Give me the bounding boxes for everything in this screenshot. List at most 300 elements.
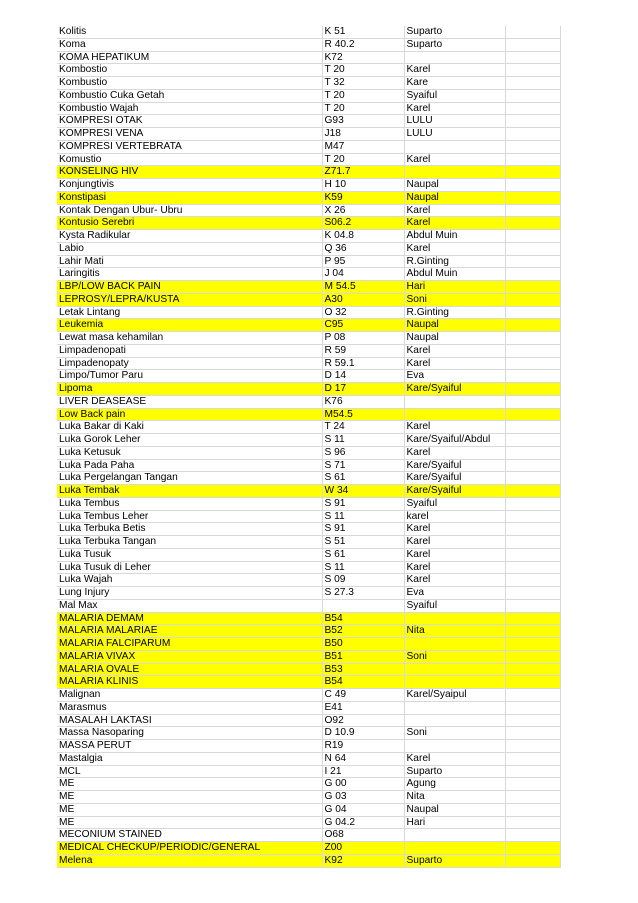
empty-cell[interactable] xyxy=(505,408,560,421)
doctor-cell[interactable]: Karel xyxy=(404,523,505,536)
doctor-cell[interactable]: Karel xyxy=(404,561,505,574)
empty-cell[interactable] xyxy=(505,102,560,115)
icd-code-cell[interactable]: R19 xyxy=(322,740,404,753)
diagnosis-name-cell[interactable]: Luka Pada Paha xyxy=(57,459,322,472)
icd-code-cell[interactable]: G 04 xyxy=(322,803,404,816)
icd-code-cell[interactable]: R 59 xyxy=(322,344,404,357)
table-row xyxy=(57,536,560,549)
icd-code-cell[interactable]: X 26 xyxy=(322,204,404,217)
diagnosis-name-cell[interactable]: MECONIUM STAINED xyxy=(57,829,322,842)
table-row xyxy=(57,89,560,102)
empty-cell[interactable] xyxy=(505,281,560,294)
icd-code-cell[interactable]: T 20 xyxy=(322,102,404,115)
diagnosis-name-cell[interactable]: MALARIA KLINIS xyxy=(57,676,322,689)
doctor-cell[interactable] xyxy=(404,638,505,651)
doctor-cell[interactable]: Abdul Muin xyxy=(404,268,505,281)
table-row xyxy=(57,357,560,370)
table-row xyxy=(57,701,560,714)
diagnosis-name-cell[interactable]: Mastalgia xyxy=(57,752,322,765)
doctor-cell[interactable]: Syaiful xyxy=(404,599,505,612)
icd-code-cell[interactable]: A30 xyxy=(322,293,404,306)
empty-cell[interactable] xyxy=(505,128,560,141)
empty-cell[interactable] xyxy=(505,255,560,268)
diagnosis-name-cell[interactable]: MEDICAL CHECKUP/PERIODIC/GENERAL xyxy=(57,842,322,855)
icd-code-cell[interactable]: P 08 xyxy=(322,332,404,345)
table-row xyxy=(57,51,560,64)
table-row xyxy=(57,829,560,842)
diagnosis-name-cell[interactable]: Luka Terbuka Betis xyxy=(57,523,322,536)
table-row xyxy=(57,459,560,472)
diagnosis-name-cell[interactable]: Luka Tembus Leher xyxy=(57,510,322,523)
icd-code-cell[interactable]: T 20 xyxy=(322,64,404,77)
empty-cell[interactable] xyxy=(505,77,560,90)
doctor-cell[interactable] xyxy=(404,166,505,179)
table-row xyxy=(57,281,560,294)
table-row xyxy=(57,306,560,319)
diagnosis-name-cell[interactable]: Konjungtivis xyxy=(57,179,322,192)
diagnosis-name-cell[interactable]: Luka Gorok Leher xyxy=(57,434,322,447)
icd-code-cell[interactable]: R 40.2 xyxy=(322,38,404,51)
empty-cell[interactable] xyxy=(505,829,560,842)
diagnosis-name-cell[interactable]: Koma xyxy=(57,38,322,51)
icd-code-cell[interactable]: K76 xyxy=(322,395,404,408)
table-row xyxy=(57,472,560,485)
icd-code-cell[interactable]: W 34 xyxy=(322,485,404,498)
diagnosis-name-cell[interactable]: Luka Ketusuk xyxy=(57,446,322,459)
empty-cell[interactable] xyxy=(505,26,560,38)
doctor-cell[interactable] xyxy=(404,842,505,855)
icd-code-cell[interactable]: K72 xyxy=(322,51,404,64)
diagnosis-name-cell[interactable]: Kolitis xyxy=(57,26,322,38)
empty-cell[interactable] xyxy=(505,357,560,370)
doctor-cell[interactable]: Abdul Muin xyxy=(404,230,505,243)
table-row xyxy=(57,64,560,77)
doctor-cell[interactable] xyxy=(404,740,505,753)
doctor-cell[interactable]: karel xyxy=(404,510,505,523)
empty-cell[interactable] xyxy=(505,51,560,64)
empty-cell[interactable] xyxy=(505,204,560,217)
empty-cell[interactable] xyxy=(505,689,560,702)
icd-code-cell[interactable]: B50 xyxy=(322,638,404,651)
icd-code-cell[interactable]: T 20 xyxy=(322,153,404,166)
doctor-cell[interactable]: LULU xyxy=(404,115,505,128)
empty-cell[interactable] xyxy=(505,638,560,651)
doctor-cell[interactable] xyxy=(404,676,505,689)
doctor-cell[interactable]: Naupal xyxy=(404,803,505,816)
table-row xyxy=(57,727,560,740)
icd-code-cell[interactable]: R 59.1 xyxy=(322,357,404,370)
icd-code-cell[interactable]: T 32 xyxy=(322,77,404,90)
table-row xyxy=(57,638,560,651)
diagnosis-name-cell[interactable]: Luka Bakar di Kaki xyxy=(57,421,322,434)
icd-code-cell[interactable]: I 21 xyxy=(322,765,404,778)
doctor-cell[interactable]: Kare/Syaiful/Abdul xyxy=(404,434,505,447)
doctor-cell[interactable] xyxy=(404,612,505,625)
empty-cell[interactable] xyxy=(505,485,560,498)
icd-code-cell[interactable]: M 54.5 xyxy=(322,281,404,294)
doctor-cell[interactable]: Karel xyxy=(404,752,505,765)
icd-code-cell[interactable]: B51 xyxy=(322,650,404,663)
empty-cell[interactable] xyxy=(505,663,560,676)
icd-code-cell[interactable]: Q 36 xyxy=(322,242,404,255)
table-row xyxy=(57,791,560,804)
icd-code-cell[interactable]: B54 xyxy=(322,612,404,625)
doctor-cell[interactable]: Karel xyxy=(404,357,505,370)
empty-cell[interactable] xyxy=(505,383,560,396)
icd-code-cell[interactable]: S 71 xyxy=(322,459,404,472)
doctor-cell[interactable]: Karel xyxy=(404,102,505,115)
doctor-cell[interactable]: Hari xyxy=(404,816,505,829)
diagnosis-name-cell[interactable]: Massa Nasoparing xyxy=(57,727,322,740)
doctor-cell[interactable]: Suparto xyxy=(404,26,505,38)
icd-code-cell[interactable]: S06.2 xyxy=(322,217,404,230)
diagnosis-name-cell[interactable]: MALARIA DEMAM xyxy=(57,612,322,625)
diagnosis-name-cell[interactable]: MASSA PERUT xyxy=(57,740,322,753)
table-row xyxy=(57,854,560,867)
empty-cell[interactable] xyxy=(505,191,560,204)
icd-code-cell[interactable]: D 17 xyxy=(322,383,404,396)
diagnosis-name-cell[interactable]: Konstipasi xyxy=(57,191,322,204)
diagnosis-name-cell[interactable]: Luka Tusuk xyxy=(57,548,322,561)
icd-code-cell[interactable]: J18 xyxy=(322,128,404,141)
doctor-cell[interactable]: Soni xyxy=(404,293,505,306)
diagnosis-name-cell[interactable]: Labio xyxy=(57,242,322,255)
icd-code-cell[interactable]: S 51 xyxy=(322,536,404,549)
diagnosis-name-cell[interactable]: LIVER DEASEASE xyxy=(57,395,322,408)
doctor-cell[interactable] xyxy=(404,701,505,714)
empty-cell[interactable] xyxy=(505,166,560,179)
diagnosis-name-cell[interactable]: Kontusio Serebri xyxy=(57,217,322,230)
icd-code-cell[interactable]: M54.5 xyxy=(322,408,404,421)
icd-code-cell[interactable]: G 03 xyxy=(322,791,404,804)
diagnosis-name-cell[interactable]: Kombustio xyxy=(57,77,322,90)
empty-cell[interactable] xyxy=(505,791,560,804)
diagnosis-name-cell[interactable]: ME xyxy=(57,778,322,791)
empty-cell[interactable] xyxy=(505,472,560,485)
diagnosis-name-cell[interactable]: Low Back pain xyxy=(57,408,322,421)
icd-code-cell[interactable]: D 14 xyxy=(322,370,404,383)
empty-cell[interactable] xyxy=(505,319,560,332)
diagnosis-name-cell[interactable]: Limpadenopaty xyxy=(57,357,322,370)
diagnosis-name-cell[interactable]: MALARIA VIVAX xyxy=(57,650,322,663)
empty-cell[interactable] xyxy=(505,523,560,536)
doctor-cell[interactable]: Karel xyxy=(404,421,505,434)
icd-code-cell[interactable]: T 20 xyxy=(322,89,404,102)
doctor-cell[interactable] xyxy=(404,663,505,676)
icd-code-cell[interactable]: B53 xyxy=(322,663,404,676)
empty-cell[interactable] xyxy=(505,765,560,778)
diagnosis-name-cell[interactable]: KOMPRESI OTAK xyxy=(57,115,322,128)
doctor-cell[interactable] xyxy=(404,51,505,64)
diagnosis-name-cell[interactable]: MALARIA OVALE xyxy=(57,663,322,676)
empty-cell[interactable] xyxy=(505,854,560,867)
empty-cell[interactable] xyxy=(505,740,560,753)
empty-cell[interactable] xyxy=(505,153,560,166)
doctor-cell[interactable]: Kare xyxy=(404,77,505,90)
doctor-cell[interactable] xyxy=(404,395,505,408)
doctor-cell[interactable]: Karel xyxy=(404,548,505,561)
icd-code-cell[interactable]: G 00 xyxy=(322,778,404,791)
icd-code-cell[interactable]: J 04 xyxy=(322,268,404,281)
diagnosis-name-cell[interactable]: MASALAH LAKTASI xyxy=(57,714,322,727)
table-row xyxy=(57,268,560,281)
icd-code-cell[interactable]: K92 xyxy=(322,854,404,867)
empty-cell[interactable] xyxy=(505,230,560,243)
doctor-cell[interactable]: Karel xyxy=(404,574,505,587)
table-row xyxy=(57,38,560,51)
doctor-cell[interactable]: Agung xyxy=(404,778,505,791)
doctor-cell[interactable]: Karel xyxy=(404,344,505,357)
table-row xyxy=(57,26,560,38)
diagnosis-name-cell[interactable]: Marasmus xyxy=(57,701,322,714)
diagnosis-name-cell[interactable]: ME xyxy=(57,816,322,829)
doctor-cell[interactable]: Naupal xyxy=(404,191,505,204)
empty-cell[interactable] xyxy=(505,421,560,434)
diagnosis-name-cell[interactable]: Kombustio Cuka Getah xyxy=(57,89,322,102)
diagnosis-name-cell[interactable]: KOMPRESI VERTEBRATA xyxy=(57,140,322,153)
icd-code-cell[interactable]: O92 xyxy=(322,714,404,727)
empty-cell[interactable] xyxy=(505,434,560,447)
doctor-cell[interactable]: Nita xyxy=(404,625,505,638)
empty-cell[interactable] xyxy=(505,561,560,574)
icd-code-cell[interactable]: M47 xyxy=(322,140,404,153)
icd-code-cell[interactable]: G 04.2 xyxy=(322,816,404,829)
icd-code-cell[interactable]: C95 xyxy=(322,319,404,332)
doctor-cell[interactable]: Naupal xyxy=(404,332,505,345)
diagnosis-name-cell[interactable]: Lung Injury xyxy=(57,587,322,600)
diagnosis-name-cell[interactable]: Luka Tembus xyxy=(57,497,322,510)
table-row xyxy=(57,255,560,268)
empty-cell[interactable] xyxy=(505,752,560,765)
empty-cell[interactable] xyxy=(505,395,560,408)
empty-cell[interactable] xyxy=(505,803,560,816)
empty-cell[interactable] xyxy=(505,714,560,727)
empty-cell[interactable] xyxy=(505,306,560,319)
doctor-cell[interactable]: Soni xyxy=(404,650,505,663)
diagnosis-name-cell[interactable]: Lahir Mati xyxy=(57,255,322,268)
diagnosis-name-cell[interactable]: LBP/LOW BACK PAIN xyxy=(57,281,322,294)
icd-code-cell[interactable]: H 10 xyxy=(322,179,404,192)
empty-cell[interactable] xyxy=(505,510,560,523)
icd-code-cell[interactable]: N 64 xyxy=(322,752,404,765)
diagnosis-name-cell[interactable]: Limpo/Tumor Paru xyxy=(57,370,322,383)
empty-cell[interactable] xyxy=(505,242,560,255)
diagnosis-name-cell[interactable]: Kysta Radikular xyxy=(57,230,322,243)
diagnosis-name-cell[interactable]: MCL xyxy=(57,765,322,778)
diagnosis-name-cell[interactable]: MALARIA MALARIAE xyxy=(57,625,322,638)
icd-code-cell[interactable]: E41 xyxy=(322,701,404,714)
doctor-cell[interactable]: Karel xyxy=(404,242,505,255)
diagnosis-name-cell[interactable]: Luka Pergelangan Tangan xyxy=(57,472,322,485)
diagnosis-name-cell[interactable]: ME xyxy=(57,803,322,816)
doctor-cell[interactable]: Karel/Syaipul xyxy=(404,689,505,702)
diagnosis-name-cell[interactable]: ME xyxy=(57,791,322,804)
doctor-cell[interactable]: R.Ginting xyxy=(404,255,505,268)
doctor-cell[interactable]: Karel xyxy=(404,536,505,549)
doctor-cell[interactable]: Soni xyxy=(404,727,505,740)
icd-code-cell[interactable]: S 09 xyxy=(322,574,404,587)
empty-cell[interactable] xyxy=(505,115,560,128)
doctor-cell[interactable]: Karel xyxy=(404,153,505,166)
diagnosis-name-cell[interactable]: Limpadenopati xyxy=(57,344,322,357)
table-row xyxy=(57,191,560,204)
diagnosis-name-cell[interactable]: Kombostio xyxy=(57,64,322,77)
icd-code-cell[interactable]: K 51 xyxy=(322,26,404,38)
doctor-cell[interactable] xyxy=(404,714,505,727)
table-row xyxy=(57,421,560,434)
icd-code-cell[interactable]: K 04.8 xyxy=(322,230,404,243)
doctor-cell[interactable]: Syaiful xyxy=(404,89,505,102)
doctor-cell[interactable]: Kare/Syaiful xyxy=(404,459,505,472)
diagnosis-name-cell[interactable]: Melena xyxy=(57,854,322,867)
empty-cell[interactable] xyxy=(505,842,560,855)
empty-cell[interactable] xyxy=(505,587,560,600)
diagnosis-name-cell[interactable]: KOMPRESI VENA xyxy=(57,128,322,141)
table-row xyxy=(57,370,560,383)
table-row xyxy=(57,153,560,166)
empty-cell[interactable] xyxy=(505,179,560,192)
doctor-cell[interactable] xyxy=(404,829,505,842)
icd-code-cell[interactable]: B54 xyxy=(322,676,404,689)
diagnosis-name-cell[interactable]: KOMA HEPATIKUM xyxy=(57,51,322,64)
doctor-cell[interactable]: Nita xyxy=(404,791,505,804)
icd-code-cell[interactable]: Z71.7 xyxy=(322,166,404,179)
diagnosis-name-cell[interactable]: Kombustio Wajah xyxy=(57,102,322,115)
empty-cell[interactable] xyxy=(505,497,560,510)
empty-cell[interactable] xyxy=(505,332,560,345)
doctor-cell[interactable]: Karel xyxy=(404,217,505,230)
empty-cell[interactable] xyxy=(505,574,560,587)
empty-cell[interactable] xyxy=(505,727,560,740)
icd-code-cell[interactable]: S 91 xyxy=(322,497,404,510)
icd-code-cell[interactable]: T 24 xyxy=(322,421,404,434)
diagnosis-name-cell[interactable]: Luka Tusuk di Leher xyxy=(57,561,322,574)
empty-cell[interactable] xyxy=(505,816,560,829)
icd-code-cell[interactable]: S 11 xyxy=(322,510,404,523)
table-row xyxy=(57,510,560,523)
empty-cell[interactable] xyxy=(505,268,560,281)
icd-code-cell[interactable] xyxy=(322,599,404,612)
doctor-cell[interactable]: R.Ginting xyxy=(404,306,505,319)
doctor-cell[interactable] xyxy=(404,140,505,153)
doctor-cell[interactable]: Karel xyxy=(404,446,505,459)
empty-cell[interactable] xyxy=(505,701,560,714)
empty-cell[interactable] xyxy=(505,459,560,472)
doctor-cell[interactable]: Karel xyxy=(404,204,505,217)
doctor-cell[interactable] xyxy=(404,408,505,421)
doctor-cell[interactable]: Syaiful xyxy=(404,497,505,510)
icd-code-cell[interactable]: Z00 xyxy=(322,842,404,855)
empty-cell[interactable] xyxy=(505,778,560,791)
empty-cell[interactable] xyxy=(505,548,560,561)
doctor-cell[interactable]: Hari xyxy=(404,281,505,294)
table-row xyxy=(57,383,560,396)
empty-cell[interactable] xyxy=(505,612,560,625)
table-row xyxy=(57,128,560,141)
diagnosis-name-cell[interactable]: Malignan xyxy=(57,689,322,702)
diagnosis-name-cell[interactable]: LEPROSY/LEPRA/KUSTA xyxy=(57,293,322,306)
doctor-cell[interactable]: Suparto xyxy=(404,765,505,778)
diagnosis-name-cell[interactable]: Kontak Dengan Ubur- Ubru xyxy=(57,204,322,217)
icd-code-cell[interactable]: D 10.9 xyxy=(322,727,404,740)
doctor-cell[interactable]: Naupal xyxy=(404,179,505,192)
icd-code-cell[interactable]: S 96 xyxy=(322,446,404,459)
doctor-cell[interactable]: Kare/Syaiful xyxy=(404,383,505,396)
icd-code-cell[interactable]: G93 xyxy=(322,115,404,128)
table-row xyxy=(57,293,560,306)
diagnosis-name-cell[interactable]: MALARIA FALCIPARUM xyxy=(57,638,322,651)
table-row xyxy=(57,740,560,753)
empty-cell[interactable] xyxy=(505,217,560,230)
doctor-cell[interactable]: Kare/Syaiful xyxy=(404,472,505,485)
table-row xyxy=(57,561,560,574)
doctor-cell[interactable]: LULU xyxy=(404,128,505,141)
icd-code-cell[interactable]: B52 xyxy=(322,625,404,638)
empty-cell[interactable] xyxy=(505,446,560,459)
empty-cell[interactable] xyxy=(505,370,560,383)
doctor-cell[interactable]: Eva xyxy=(404,370,505,383)
empty-cell[interactable] xyxy=(505,64,560,77)
icd-code-cell[interactable]: S 91 xyxy=(322,523,404,536)
icd-code-cell[interactable]: S 61 xyxy=(322,472,404,485)
table-row xyxy=(57,204,560,217)
empty-cell[interactable] xyxy=(505,293,560,306)
icd-code-cell[interactable]: O68 xyxy=(322,829,404,842)
icd-code-cell[interactable]: S 61 xyxy=(322,548,404,561)
table-row xyxy=(57,485,560,498)
table-row xyxy=(57,497,560,510)
empty-cell[interactable] xyxy=(505,140,560,153)
icd-code-cell[interactable]: C 49 xyxy=(322,689,404,702)
icd-code-cell[interactable]: O 32 xyxy=(322,306,404,319)
diagnosis-name-cell[interactable]: Leukemia xyxy=(57,319,322,332)
empty-cell[interactable] xyxy=(505,536,560,549)
diagnosis-name-cell[interactable]: Mal Max xyxy=(57,599,322,612)
empty-cell[interactable] xyxy=(505,625,560,638)
icd-code-cell[interactable]: S 11 xyxy=(322,434,404,447)
diagnosis-name-cell[interactable]: Luka Terbuka Tangan xyxy=(57,536,322,549)
table-row xyxy=(57,77,560,90)
doctor-cell[interactable]: Karel xyxy=(404,64,505,77)
empty-cell[interactable] xyxy=(505,650,560,663)
table-row xyxy=(57,625,560,638)
doctor-cell[interactable]: Naupal xyxy=(404,319,505,332)
table-row xyxy=(57,242,560,255)
diagnosis-name-cell[interactable]: Luka Tembak xyxy=(57,485,322,498)
diagnosis-name-cell[interactable]: KONSELING HIV xyxy=(57,166,322,179)
table-row xyxy=(57,102,560,115)
diagnosis-name-cell[interactable]: Komustio xyxy=(57,153,322,166)
empty-cell[interactable] xyxy=(505,344,560,357)
empty-cell[interactable] xyxy=(505,599,560,612)
icd-code-cell[interactable]: K59 xyxy=(322,191,404,204)
diagnosis-name-cell[interactable]: Lewat masa kehamilan xyxy=(57,332,322,345)
doctor-cell[interactable]: Suparto xyxy=(404,38,505,51)
icd-code-cell[interactable]: S 27.3 xyxy=(322,587,404,600)
diagnosis-name-cell[interactable]: Laringitis xyxy=(57,268,322,281)
doctor-cell[interactable]: Eva xyxy=(404,587,505,600)
doctor-cell[interactable]: Kare/Syaiful xyxy=(404,485,505,498)
diagnosis-name-cell[interactable]: Luka Wajah xyxy=(57,574,322,587)
diagnosis-name-cell[interactable]: Lipoma xyxy=(57,383,322,396)
empty-cell[interactable] xyxy=(505,89,560,102)
empty-cell[interactable] xyxy=(505,676,560,689)
icd-code-cell[interactable]: S 11 xyxy=(322,561,404,574)
icd-code-cell[interactable]: P 95 xyxy=(322,255,404,268)
diagnosis-name-cell[interactable]: Letak Lintang xyxy=(57,306,322,319)
empty-cell[interactable] xyxy=(505,38,560,51)
doctor-cell[interactable]: Suparto xyxy=(404,854,505,867)
